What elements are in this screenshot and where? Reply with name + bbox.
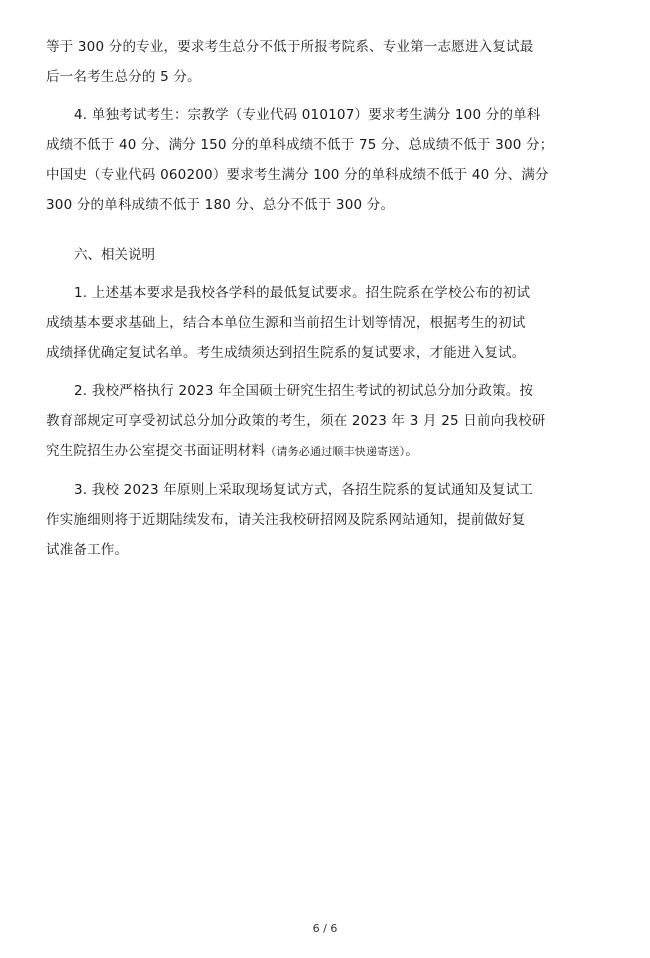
text-line: 作实施细则将于近期陆续发布，请关注我校研招网及院系网站通知，提前做好复 xyxy=(46,512,526,528)
document-body xyxy=(46,32,586,573)
text-line: 教育部规定可享受初试总分加分政策的考生，须在 2023 年 3 月 25 日前向我校研 xyxy=(46,413,546,429)
text-line: 成绩不低于 40 分、满分 150 分的单科成绩不低于 75 分、总成绩不低于 300 分； xyxy=(46,137,554,153)
text-fragment: 究生院招生办公室提交书面证明材料 xyxy=(46,443,266,459)
section-heading: 六、相关说明 xyxy=(74,247,155,263)
text-line: 成绩基本要求基础上，结合本单位生源和当前招生计划等情况，根据考生的初试 xyxy=(46,315,526,331)
text-fragment: 。 xyxy=(405,443,420,459)
page-number: 6 / 6 xyxy=(312,922,338,935)
text-line: 2. 我校严格执行 2023 年全国硕士研究生招生考试的初试总分加分政策。按 xyxy=(74,383,534,399)
text-line: 成绩择优确定复试名单。考生成绩须达到招生院系的复试要求，才能进入复试。 xyxy=(46,345,526,361)
paragraph-note-3 xyxy=(46,475,586,565)
text-line: 后一名考生总分的 5 分。 xyxy=(46,69,201,85)
paragraph-continuation xyxy=(46,32,586,92)
text-line: 300 分的单科成绩不低于 180 分、总分不低于 300 分。 xyxy=(46,197,395,213)
text-line: 试准备工作。 xyxy=(46,542,129,558)
text-line: 1. 上述基本要求是我校各学科的最低复试要求。招生院系在学校公布的初试 xyxy=(74,285,531,301)
text-line: 等于 300 分的专业，要求考生总分不低于所报考院系、专业第一志愿进入复试最 xyxy=(46,39,534,55)
courier-note: （请务必通过顺丰快递寄送） xyxy=(265,445,406,458)
paragraph-note-1 xyxy=(46,278,586,368)
text-line-with-note xyxy=(46,436,586,467)
paragraph-separate-exam xyxy=(46,100,586,220)
text-line: 4. 单独考试考生：宗教学（专业代码 010107）要求考生满分 100 分的单科 xyxy=(74,107,541,123)
text-line: 中国史（专业代码 060200）要求考生满分 100 分的单科成绩不低于 40 分、满分 xyxy=(46,167,549,183)
text-line: 3. 我校 2023 年原则上采取现场复试方式，各招生院系的复试通知及复试工 xyxy=(74,482,534,498)
paragraph-note-2 xyxy=(46,376,586,467)
